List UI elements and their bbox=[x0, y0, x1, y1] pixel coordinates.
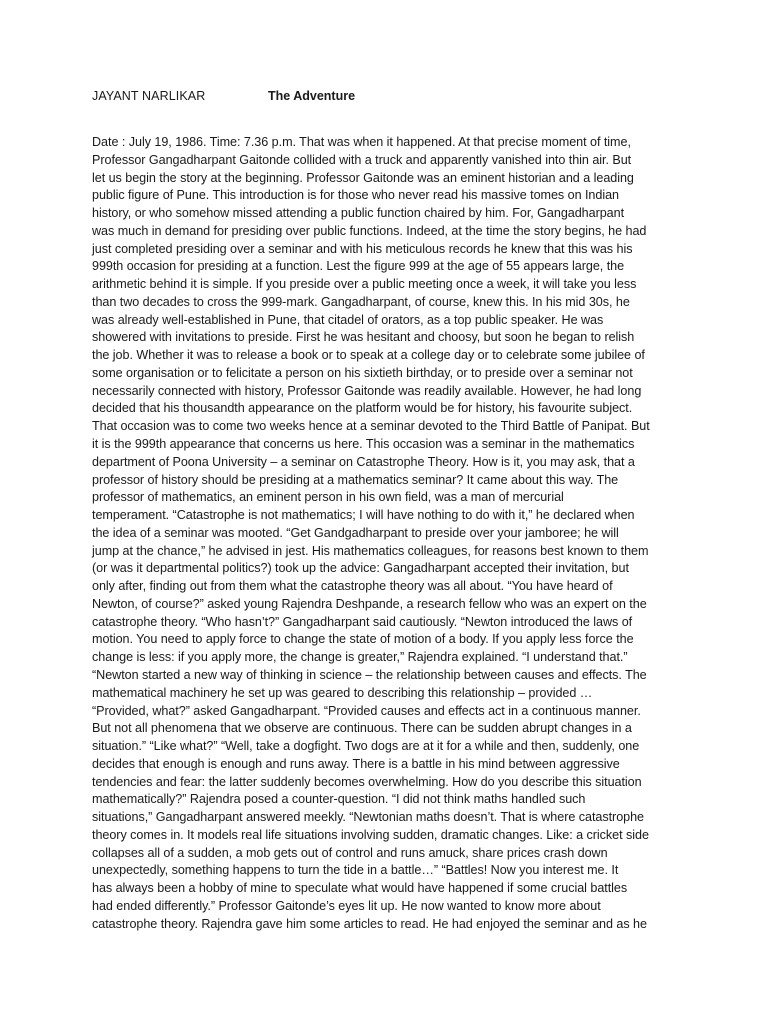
body-line: motion. You need to apply force to change the state of motion of a body. If you apply less force the bbox=[92, 632, 634, 647]
body-line: department of Poona University – a seminar on Catastrophe Theory. How is it, you may ask, that a bbox=[92, 454, 635, 469]
body-line: showered with invitations to preside. First he was hesitant and choosy, but soon he began to relish bbox=[92, 330, 635, 345]
body-line: “Newton started a new way of thinking in science – the relationship between causes and effects. The bbox=[92, 667, 647, 682]
body-line: (or was it departmental politics?) took up the advice: Gangadharpant accepted their invitation, but bbox=[92, 561, 629, 576]
body-line: the idea of a seminar was mooted. “Get Gandgadharpant to preside over your jamboree; he will bbox=[92, 525, 619, 540]
body-line: theory comes in. It models real life situations involving sudden, dramatic changes. Like: a cricket side bbox=[92, 827, 649, 842]
body-line: decided that his thousandth appearance on the platform would be for history, his favourite subject. bbox=[92, 401, 633, 416]
body-line: change is less: if you apply more, the change is greater,” Rajendra explained. “I understand that.” bbox=[92, 650, 628, 665]
body-line: than two decades to cross the 999-mark. Gangadharpant, of course, knew this. In his mid 30s, he bbox=[92, 294, 630, 309]
body-line: was much in demand for presiding over public functions. Indeed, at the time the story begins, he had bbox=[92, 223, 647, 238]
body-line: it is the 999th appearance that concerns us here. This occasion was a seminar in the mathematics bbox=[92, 437, 635, 452]
body-line: professor of mathematics, an eminent person in his own field, was a man of mercurial bbox=[92, 490, 564, 505]
body-line: decides that enough is enough and runs away. There is a battle in his mind between aggressive bbox=[92, 756, 620, 771]
body-line: let us begin the story at the beginning. Professor Gaitonde was an eminent historian and a leading bbox=[92, 170, 634, 185]
body-line: some organisation or to felicitate a person on his sixtieth birthday, or to preside over a seminar not bbox=[92, 365, 633, 380]
body-line: That occasion was to come two weeks hence at a seminar devoted to the Third Battle of Panipat. But bbox=[92, 419, 650, 434]
author-name: JAYANT NARLIKAR bbox=[92, 89, 206, 103]
body-line: Professor Gangadharpant Gaitonde collided with a truck and apparently vanished into thin air. But bbox=[92, 152, 632, 167]
body-line: Newton, of course?” asked young Rajendra Deshpande, a research fellow who was an expert on the bbox=[92, 596, 647, 611]
body-line: jump at the chance,” he advised in jest. His mathematics colleagues, for reasons best known to them bbox=[92, 543, 649, 558]
body-line: had ended differently.” Professor Gaitonde’s eyes lit up. He now wanted to know more about bbox=[92, 898, 601, 913]
body-line: public figure of Pune. This introduction is for those who never read his massive tomes on Indian bbox=[92, 188, 619, 203]
body-line: mathematically?” Rajendra posed a counter-question. “I did not think maths handled such bbox=[92, 792, 586, 807]
body-line: arithmetic behind it is simple. If you preside over a public meeting once a week, it will take you less bbox=[92, 277, 637, 292]
body-line: necessarily connected with history, Professor Gaitonde was readily available. However, he had long bbox=[92, 383, 642, 398]
body-line: professor of history should be presiding at a mathematics seminar? It came about this way. The bbox=[92, 472, 619, 487]
body-line: situation.” “Like what?” “Well, take a dogfight. Two dogs are at it for a while and then, suddenly, one bbox=[92, 739, 640, 754]
body-line: has always been a hobby of mine to speculate what would have happened if some crucial battles bbox=[92, 881, 628, 896]
body-line: 999th occasion for presiding at a function. Lest the figure 999 at the age of 55 appears large, the bbox=[92, 259, 625, 274]
story-title: The Adventure bbox=[268, 89, 356, 103]
body-line: only after, finding out from them what the catastrophe theory was all about. “You have heard of bbox=[92, 579, 613, 594]
body-line: the job. Whether it was to release a book or to speak at a college day or to celebrate some jubilee of bbox=[92, 348, 645, 363]
body-line: But not all phenomena that we observe are continuous. There can be sudden abrupt changes in a bbox=[92, 721, 632, 736]
body-line: Date : July 19, 1986. Time: 7.36 p.m. That was when it happened. At that precise moment of time, bbox=[92, 135, 631, 149]
body-line: was already well-established in Pune, that citadel of orators, as a top public speaker. He was bbox=[92, 312, 604, 327]
body-line: history, or who somehow missed attending a public function chaired by him. For, Gangadharpant bbox=[92, 206, 625, 221]
body-line: just completed presiding over a seminar and with his meticulous records he knew that this was his bbox=[92, 241, 633, 256]
body-line: tendencies and fear: the latter suddenly becomes overwhelming. How do you describe this situation bbox=[92, 774, 642, 789]
body-line: temperament. “Catastrophe is not mathematics; I will have nothing to do with it,” he declared when bbox=[92, 508, 635, 523]
story-body bbox=[92, 134, 682, 933]
document-header bbox=[92, 88, 692, 106]
body-line: situations,” Gangadharpant answered meekly. “Newtonian maths doesn’t. That is where catastrophe bbox=[92, 810, 645, 825]
body-line: catastrophe theory. Rajendra gave him some articles to read. He had enjoyed the seminar and as he bbox=[92, 916, 647, 931]
body-line: unexpectedly, something happens to turn the tide in a battle…” “Battles! Now you interest me. It bbox=[92, 863, 619, 878]
body-line: mathematical machinery he set up was geared to describing this relationship – provided … bbox=[92, 685, 593, 700]
body-line: catastrophe theory. “Who hasn’t?” Gangadharpant said cautiously. “Newton introduced the laws of bbox=[92, 614, 633, 629]
body-line: collapses all of a sudden, a mob gets out of control and runs amuck, share prices crash down bbox=[92, 845, 608, 860]
body-line: “Provided, what?” asked Gangadharpant. “Provided causes and effects act in a continuous manner. bbox=[92, 703, 641, 718]
